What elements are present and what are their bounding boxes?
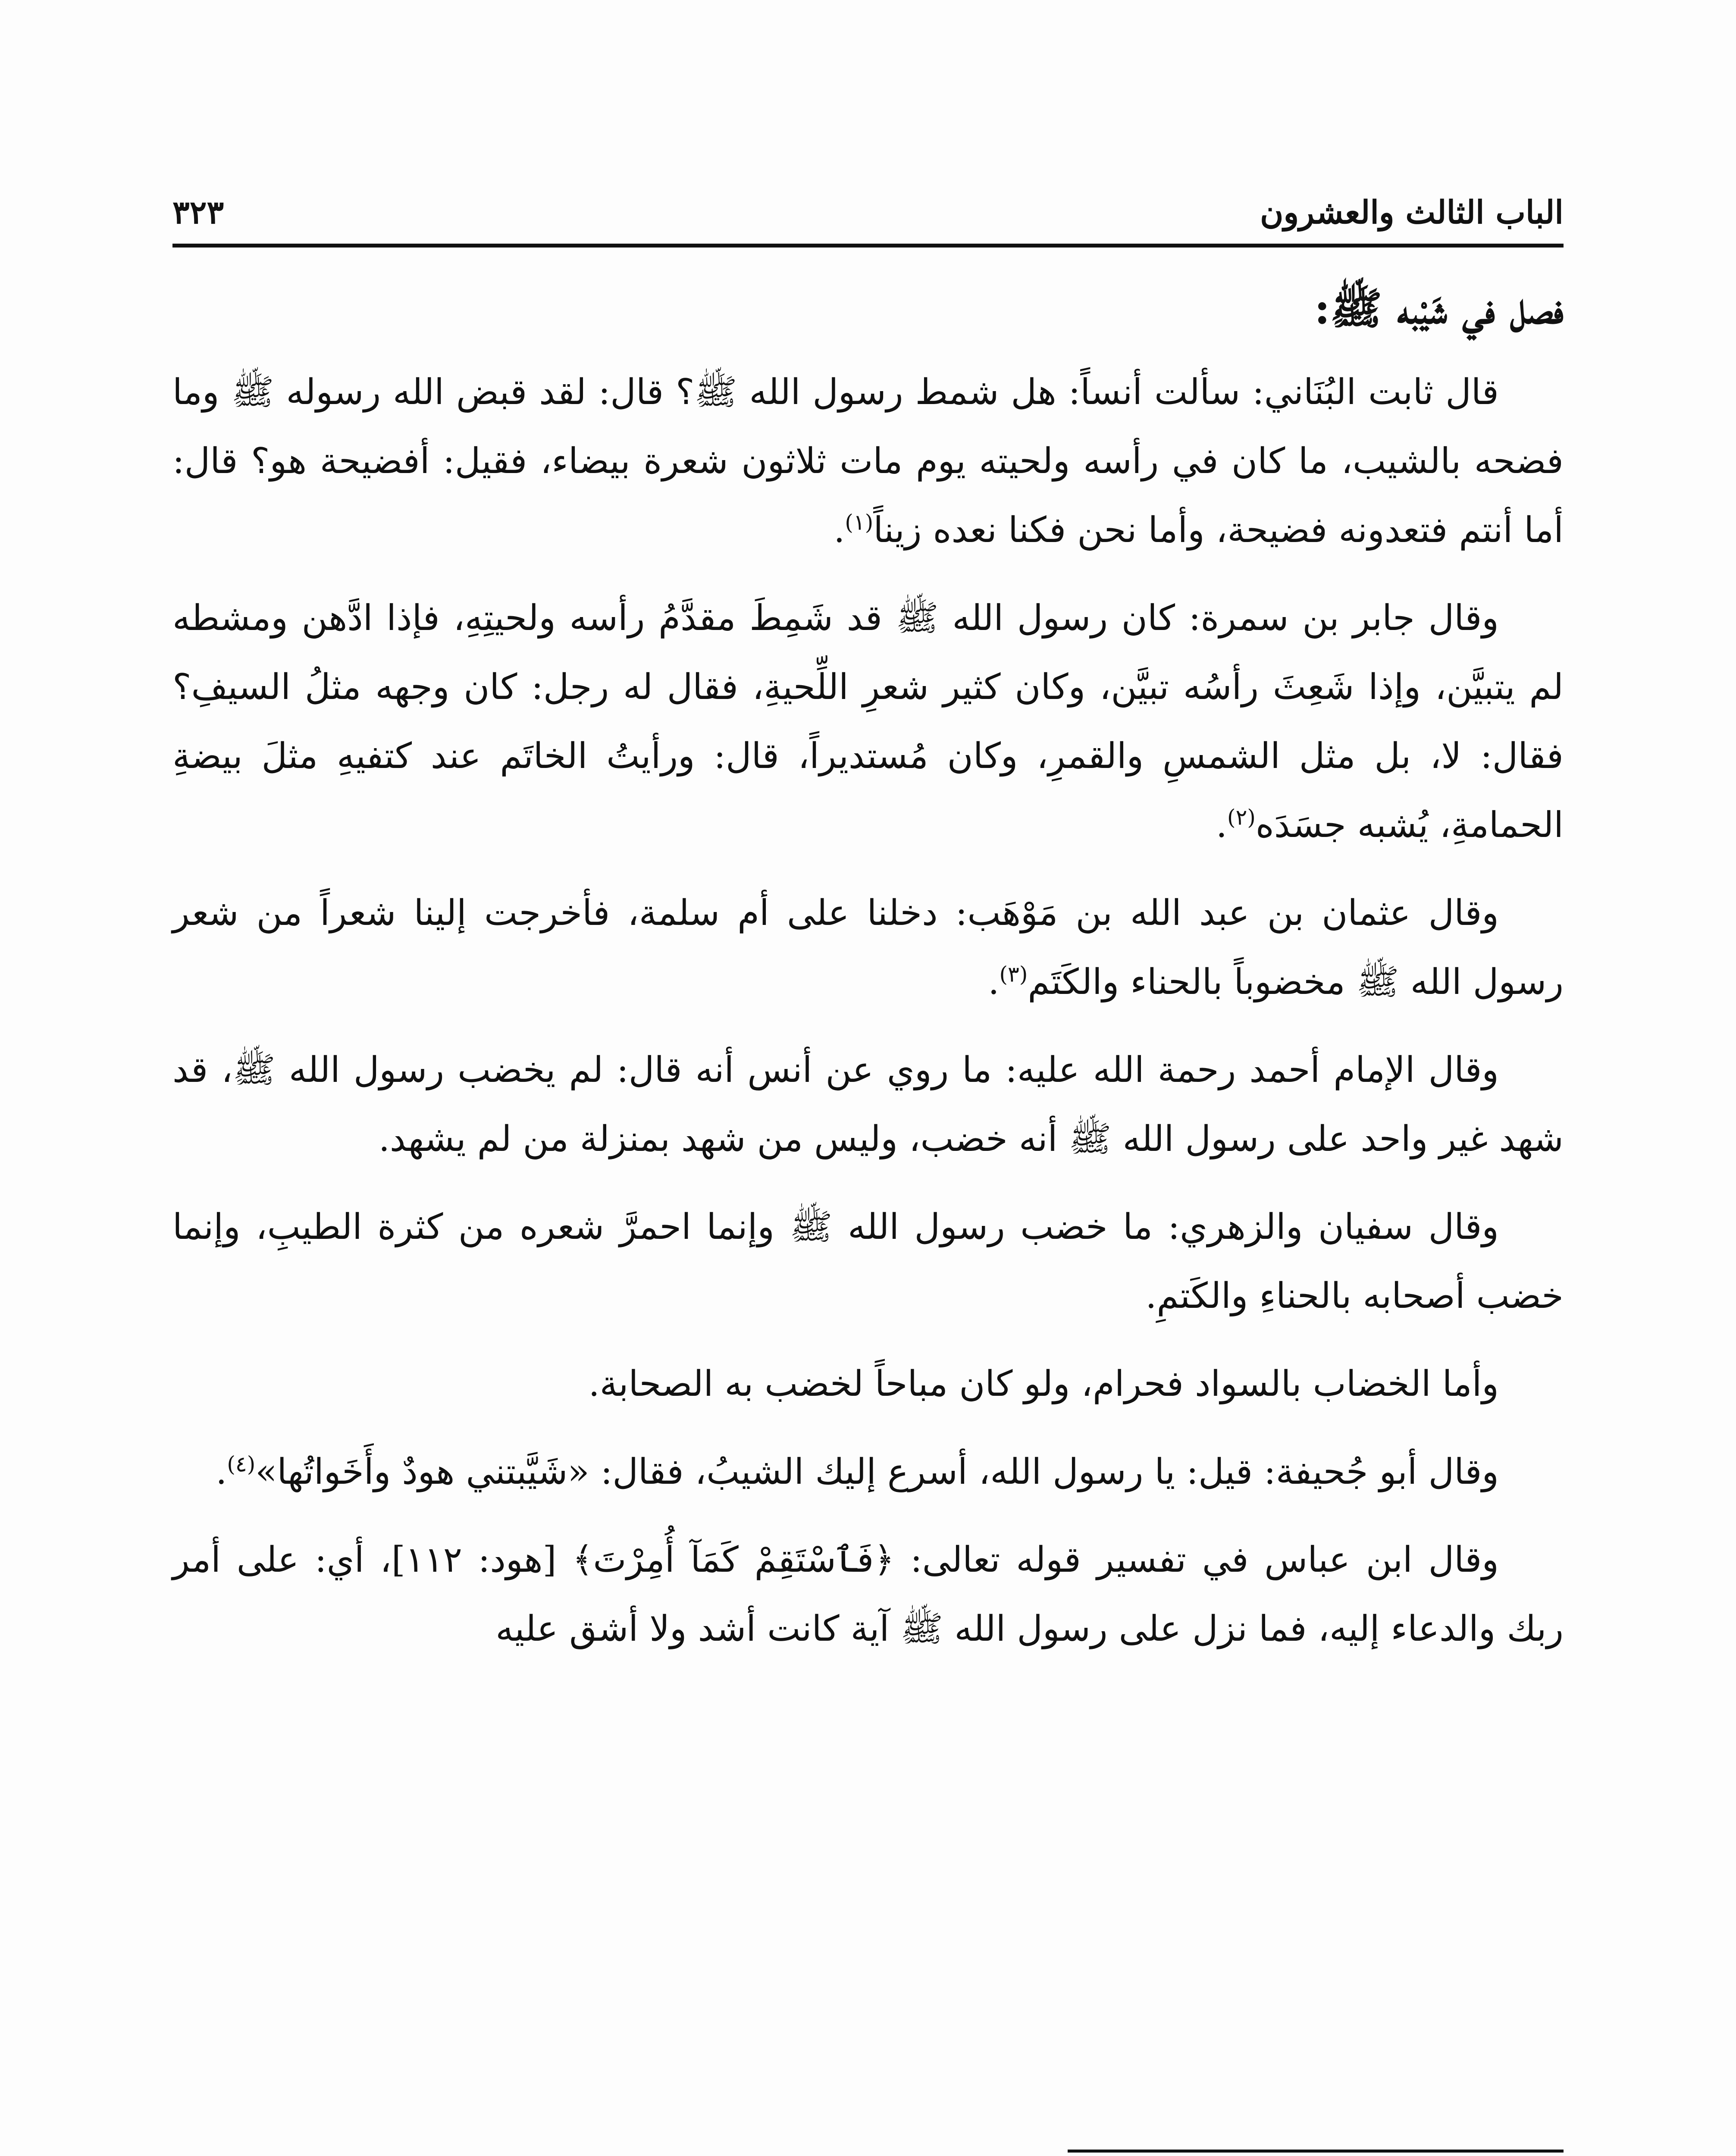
paragraph-tail: . <box>834 510 845 551</box>
paragraph-uthman <box>172 879 1564 1017</box>
page-header <box>172 164 1564 229</box>
paragraph-text: وقال عثمان بن عبد الله بن مَوْهَب: دخلنا على أم سلمة، فأخرجت إلينا شعراً من شعر رسول الله ﷺ مخضوباً بالحناء والكَتَم <box>172 893 1564 1003</box>
paragraph-jabir <box>172 584 1564 860</box>
paragraph-text: وأما الخضاب بالسواد فحرام، ولو كان مباحاً لخضب به الصحابة. <box>588 1363 1499 1404</box>
footnote-reference: (٣) <box>999 962 1028 987</box>
paragraph-text: وقال الإمام أحمد رحمة الله عليه: ما روي عن أنس أنه قال: لم يخضب رسول الله ﷺ، قد شهد غير واحد على رسول الله ﷺ أنه خضب، وليس من شهد بمنزلة من لم يشهد. <box>172 1050 1564 1159</box>
paragraph-thabit <box>172 358 1564 565</box>
paragraph-ibn-abbas <box>172 1526 1564 1664</box>
footnote-divider <box>1068 2150 1564 2153</box>
paragraph-khidab <box>172 1350 1564 1419</box>
paragraph-text: قال ثابت البُنَاني: سألت أنساً: هل شمط رسول الله ﷺ؟ قال: لقد قبض الله رسوله ﷺ وما فضحه بالشيب، ما كان في رأسه ولحيته يوم مات ثلاثون شعرة بيضاء، فقيل: أفضيحة هو؟ قال: أما أنتم فتعدونه فضيحة، وأما نحن فكنا نعده زيناً <box>172 372 1564 551</box>
footnote-reference: (٤) <box>227 1451 256 1477</box>
main-text <box>172 276 1564 1683</box>
section-heading: فصل في شَيْبه ﷺ: <box>1314 283 1564 334</box>
paragraph-sufyan <box>172 1193 1564 1331</box>
running-title: الباب الثالث والعشرون <box>1260 194 1564 231</box>
paragraph-ahmad <box>172 1036 1564 1174</box>
header-divider <box>172 244 1564 248</box>
paragraph-text: وقال جابر بن سمرة: كان رسول الله ﷺ قد شَمِطَ مقدَّمُ رأسه ولحيتِهِ، فإذا ادَّهن ومشطه لم يتبيَّن، وإذا شَعِثَ رأسُه تبيَّن، وكان كثير شعرِ اللِّحيةِ، فقال له رجل: كان وجهه مثلُ السيفِ؟ فقال: لا، بل مثل الشمسِ والقمرِ، وكان مُستديراً، قال: ورأيتُ الخاتَم عند كتفيهِ مثلَ بيضةِ الحمامةِ، يُشبه جسَدَه <box>172 598 1564 846</box>
paragraph-tail: . <box>988 962 1000 1003</box>
footnote-reference: (١) <box>845 510 874 535</box>
paragraph-text: وقال ابن عباس في تفسير قوله تعالى: ﴿فَٱسْتَقِمْ كَمَآ أُمِرْتَ﴾ [هود: ١١٢]، أي: على أمر ربك والدعاء إليه، فما نزل على رسول الله ﷺ آية كانت أشد ولا أشق عليه <box>172 1539 1564 1649</box>
paragraph-text: وقال أبو جُحيفة: قيل: يا رسول الله، أسرع إليك الشيبُ، فقال: «شَيَّبتني هودٌ وأَخَواتُها» <box>255 1451 1499 1492</box>
paragraph-abu-juhayfa <box>172 1438 1564 1507</box>
paragraph-tail: . <box>1216 805 1227 846</box>
page-number: ٣٢٣ <box>172 194 224 231</box>
paragraph-text: وقال سفيان والزهري: ما خضب رسول الله ﷺ وإنما احمرَّ شعره من كثرة الطيبِ، وإنما خضب أصحابه بالحناءِ والكَتمِ. <box>172 1206 1564 1316</box>
footnote-reference: (٢) <box>1227 805 1256 830</box>
paragraph-tail: . <box>216 1451 227 1492</box>
